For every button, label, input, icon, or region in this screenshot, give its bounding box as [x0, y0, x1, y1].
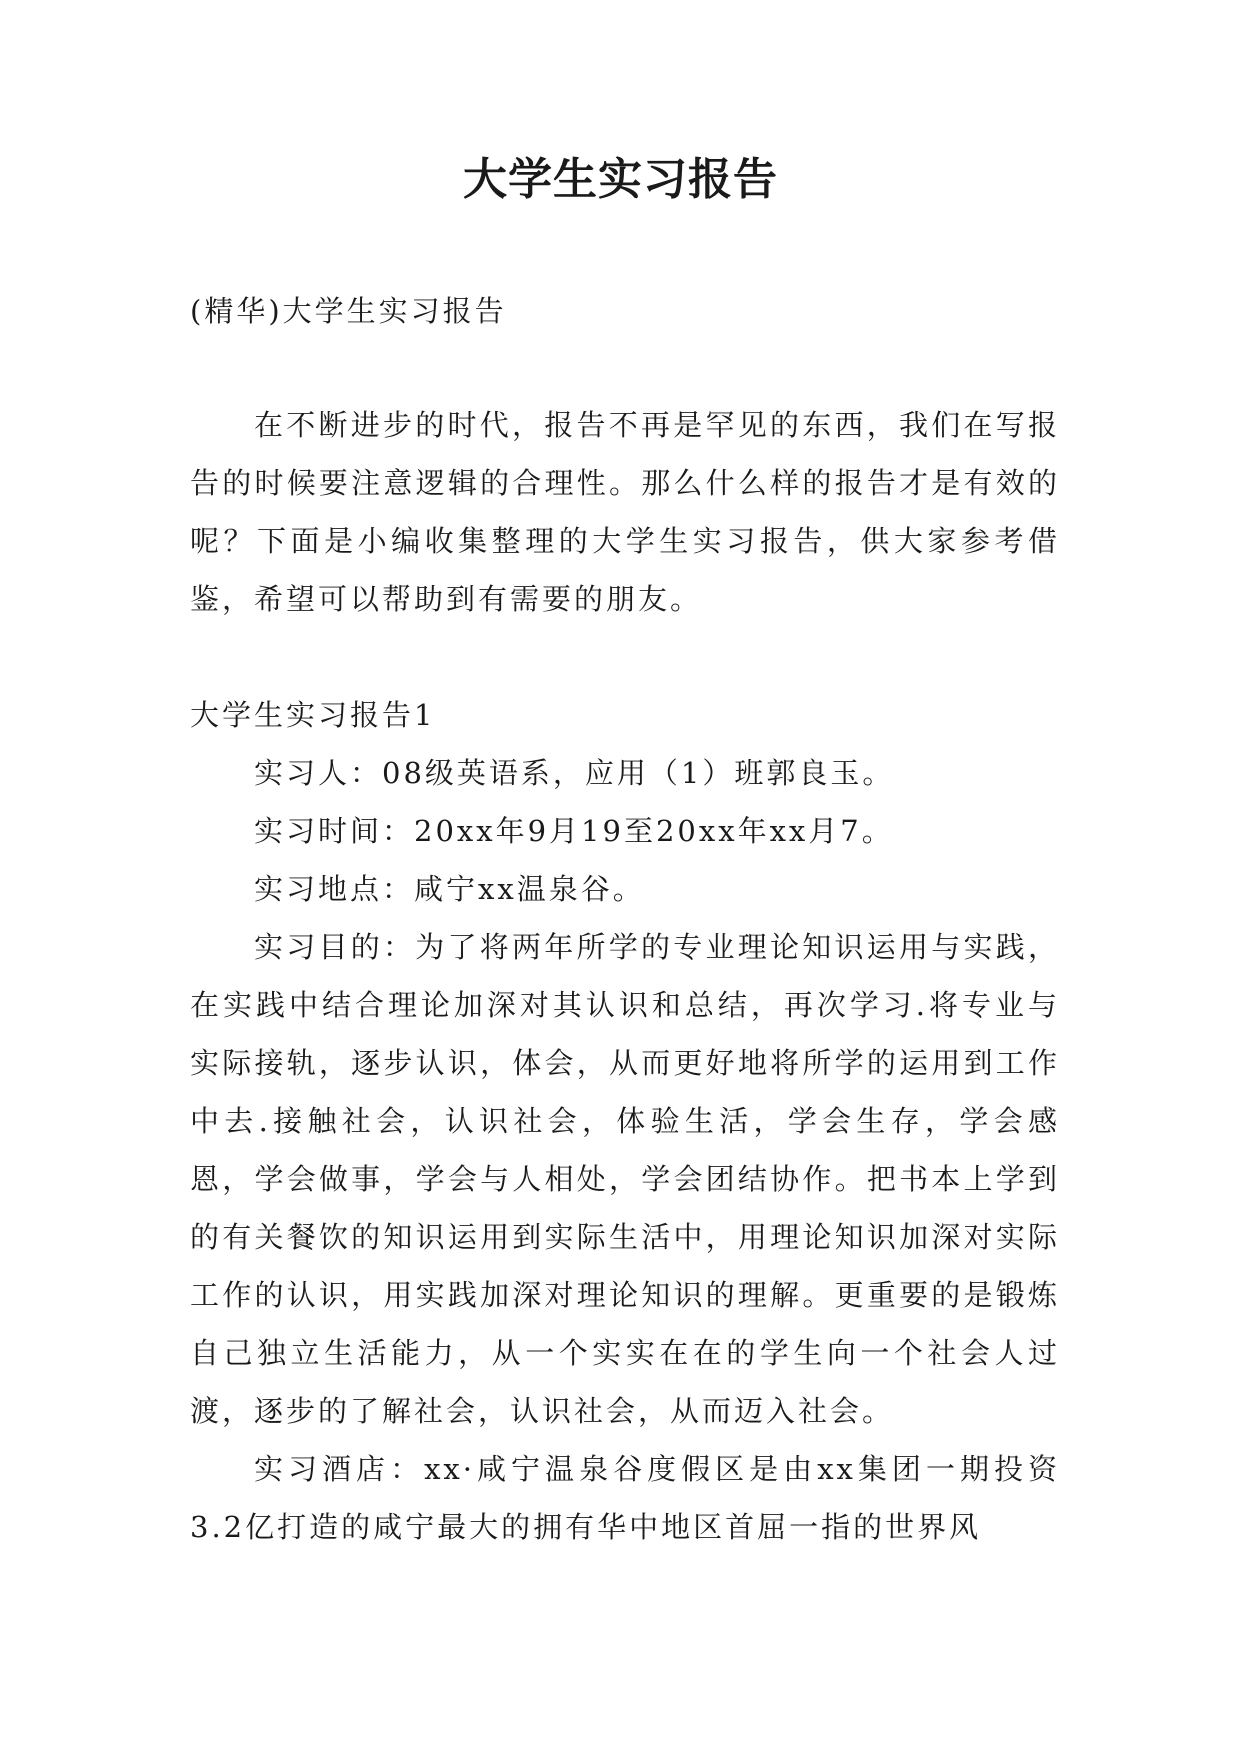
intro-paragraph: 在不断进步的时代，报告不再是罕见的东西，我们在写报告的时候要注意逻辑的合理性。那么什么样的报告才是有效的呢？下面是小编收集整理的大学生实习报告，供大家参考借鉴，希望可以帮助到有需要的朋友。	[190, 408, 1060, 616]
section-heading: 大学生实习报告1	[190, 698, 436, 732]
intern-location-paragraph: 实习地点：咸宁xx温泉谷。	[254, 872, 645, 906]
document-body	[190, 282, 1060, 1556]
intern-hotel-paragraph: 实习酒店：xx·咸宁温泉谷度假区是由xx集团一期投资3.2亿打造的咸宁最大的拥有华中地区首屈一指的世界风	[190, 1452, 1060, 1544]
intern-info-paragraph: 实习人：08级英语系，应用（1）班郭良玉。	[254, 756, 895, 790]
intern-time-paragraph: 实习时间：20xx年9月19至20xx年xx月7。	[254, 814, 894, 848]
document-subtitle: (精华)大学生实习报告	[190, 294, 507, 328]
document-title: 大学生实习报告	[463, 154, 778, 205]
intern-purpose-paragraph: 实习目的：为了将两年所学的专业理论知识运用与实践，在实践中结合理论加深对其认识和总结，再次学习.将专业与实际接轨，逐步认识，体会，从而更好地将所学的运用到工作中去.接触社会，认识社会，体验生活，学会生存，学会感恩，学会做事，学会与人相处，学会团结协作。把书本上学到的有关餐饮的知识运用到实际生活中，用理论知识加深对实际工作的认识，用实践加深对理论知识的理解。更重要的是锻炼自己独立生活能力，从一个实实在在的学生向一个社会人过渡，逐步的了解社会，认识社会，从而迈入社会。	[190, 930, 1060, 1428]
